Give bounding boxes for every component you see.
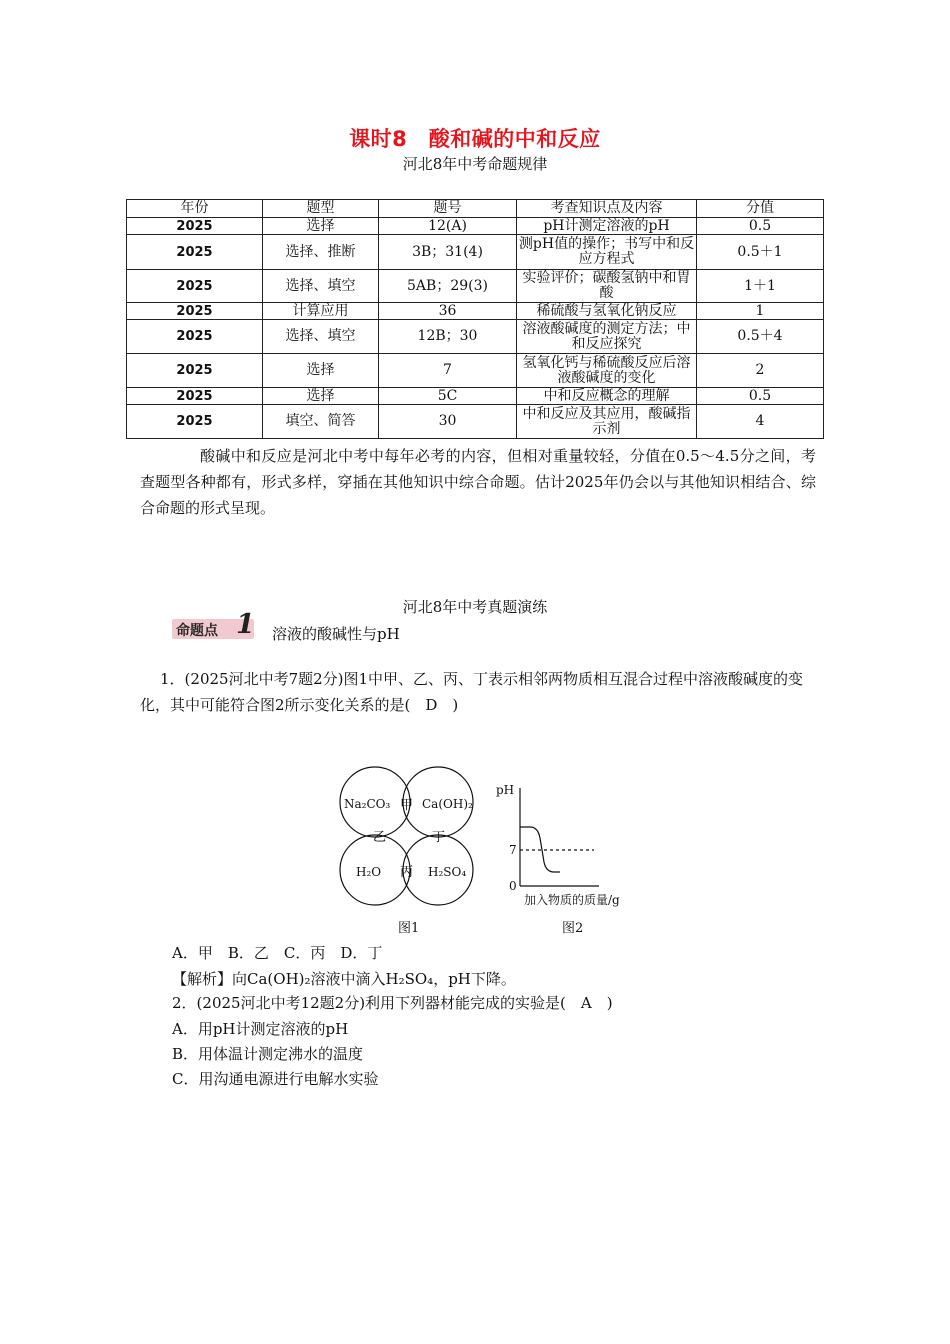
cell-score: 0.5＋1 [697, 235, 824, 270]
cell-content: 中和反应及其应用，酸碱指示剂 [517, 405, 697, 439]
tick-7: 7 [509, 843, 517, 857]
table-header-row [127, 200, 824, 218]
cell-number: 7 [379, 354, 517, 388]
cell-year: 2025 [127, 388, 263, 405]
cell-type: 选择、填空 [263, 320, 379, 354]
topic-badge-number: 1 [236, 609, 255, 640]
question-2-option-a: A．用pH计测定溶液的pH [172, 1020, 349, 1038]
label-yi: 乙 [373, 830, 387, 845]
cell-type: 选择、推断 [263, 235, 379, 270]
cell-type: 计算应用 [263, 303, 379, 320]
cell-content: 实验评价；碳酸氢钠中和胃酸 [517, 270, 697, 303]
cell-score: 0.5 [697, 388, 824, 405]
cell-year: 2025 [127, 354, 263, 388]
cell-number: 12(A) [379, 218, 517, 235]
cell-content: 测pH值的操作；书写中和反应方程式 [517, 235, 697, 270]
label-ding: 丁 [432, 830, 446, 845]
label-caoh2: Ca(OH)₂ [422, 797, 473, 811]
figure-2-graph [494, 776, 654, 911]
cell-content: 氢氧化钙与稀硫酸反应后溶液酸碱度的变化 [517, 354, 697, 388]
cell-score: 1＋1 [697, 270, 824, 303]
header-type: 题型 [263, 200, 379, 218]
question-1-options: A．甲 B．乙 C．丙 D．丁 [172, 944, 383, 962]
cell-year: 2025 [127, 320, 263, 354]
cell-year: 2025 [127, 235, 263, 270]
cell-year: 2025 [127, 270, 263, 303]
page-subtitle: 河北8年中考命题规律 [402, 155, 548, 173]
label-jia: 甲 [400, 798, 414, 813]
table-row [127, 218, 824, 235]
cell-type: 填空、简答 [263, 405, 379, 439]
cell-number: 36 [379, 303, 517, 320]
cell-score: 0.5 [697, 218, 824, 235]
header-content: 考查知识点及内容 [517, 200, 697, 218]
table-row [127, 270, 824, 303]
table-row [127, 354, 824, 388]
cell-number: 12B；30 [379, 320, 517, 354]
label-bing: 丙 [400, 865, 414, 880]
table-row [127, 405, 824, 439]
cell-type: 选择 [263, 218, 379, 235]
question-2-option-b: B．用体温计测定沸水的温度 [172, 1045, 364, 1063]
label-h2so4: H₂SO₄ [428, 865, 467, 879]
cell-number: 5AB；29(3) [379, 270, 517, 303]
section-title: 河北8年中考真题演练 [402, 598, 548, 616]
cell-year: 2025 [127, 303, 263, 320]
cell-type: 选择 [263, 388, 379, 405]
cell-score: 4 [697, 405, 824, 439]
figure-2-caption: 图2 [562, 921, 584, 936]
question-2-text: 2．(2025河北中考12题2分)利用下列器材能完成的实验是( A ) [172, 994, 613, 1012]
cell-content: 稀硫酸与氢氧化钠反应 [517, 303, 697, 320]
cell-type: 选择 [263, 354, 379, 388]
x-axis-label: 加入物质的质量/g [524, 893, 620, 907]
cell-number: 30 [379, 405, 517, 439]
topic-badge-label: 命题点 [176, 623, 218, 639]
cell-type: 选择、填空 [263, 270, 379, 303]
summary-paragraph: 酸碱中和反应是河北中考中每年必考的内容，但相对重量较轻，分值在0.5～4.5分之间，考查题型各种都有，形式多样，穿插在其他知识中综合命题。估计2025年仍会以与其他知识相结合、综合命题的形式呈现。 [140, 447, 816, 517]
table-row [127, 235, 824, 270]
label-na2co3: Na₂CO₃ [344, 797, 391, 811]
question-1-explanation: 【解析】向Ca(OH)₂溶液中滴入H₂SO₄，pH下降。 [172, 970, 516, 988]
exam-rules-table [126, 199, 824, 439]
table-row [127, 388, 824, 405]
cell-content: 中和反应概念的理解 [517, 388, 697, 405]
cell-score: 1 [697, 303, 824, 320]
table-row [127, 320, 824, 354]
header-score: 分值 [697, 200, 824, 218]
label-h2o: H₂O [356, 865, 382, 879]
figure-1-caption: 图1 [398, 921, 420, 936]
question-1-text: 1．(2025河北中考7题2分)图1中甲、乙、丙、丁表示相邻两物质相互混合过程中溶液酸碱度的变化，其中可能符合图2所示变化关系的是( D ) [140, 670, 804, 714]
question-2-option-c: C．用沟通电源进行电解水实验 [172, 1070, 379, 1088]
cell-content: 溶液酸碱度的测定方法；中和反应探究 [517, 320, 697, 354]
tick-0: 0 [509, 879, 517, 893]
cell-content: pH计测定溶液的pH [517, 218, 697, 235]
header-number: 题号 [379, 200, 517, 218]
cell-number: 5C [379, 388, 517, 405]
cell-year: 2025 [127, 405, 263, 439]
header-year: 年份 [127, 200, 263, 218]
cell-number: 3B；31(4) [379, 235, 517, 270]
cell-score: 2 [697, 354, 824, 388]
cell-year: 2025 [127, 218, 263, 235]
figure-1-diagram [336, 760, 486, 920]
y-axis-label: pH [496, 783, 515, 797]
page-title: 课时8 酸和碱的中和反应 [349, 127, 601, 151]
table-row [127, 303, 824, 320]
cell-score: 0.5＋4 [697, 320, 824, 354]
topic-description: 溶液的酸碱性与pH [272, 625, 400, 643]
